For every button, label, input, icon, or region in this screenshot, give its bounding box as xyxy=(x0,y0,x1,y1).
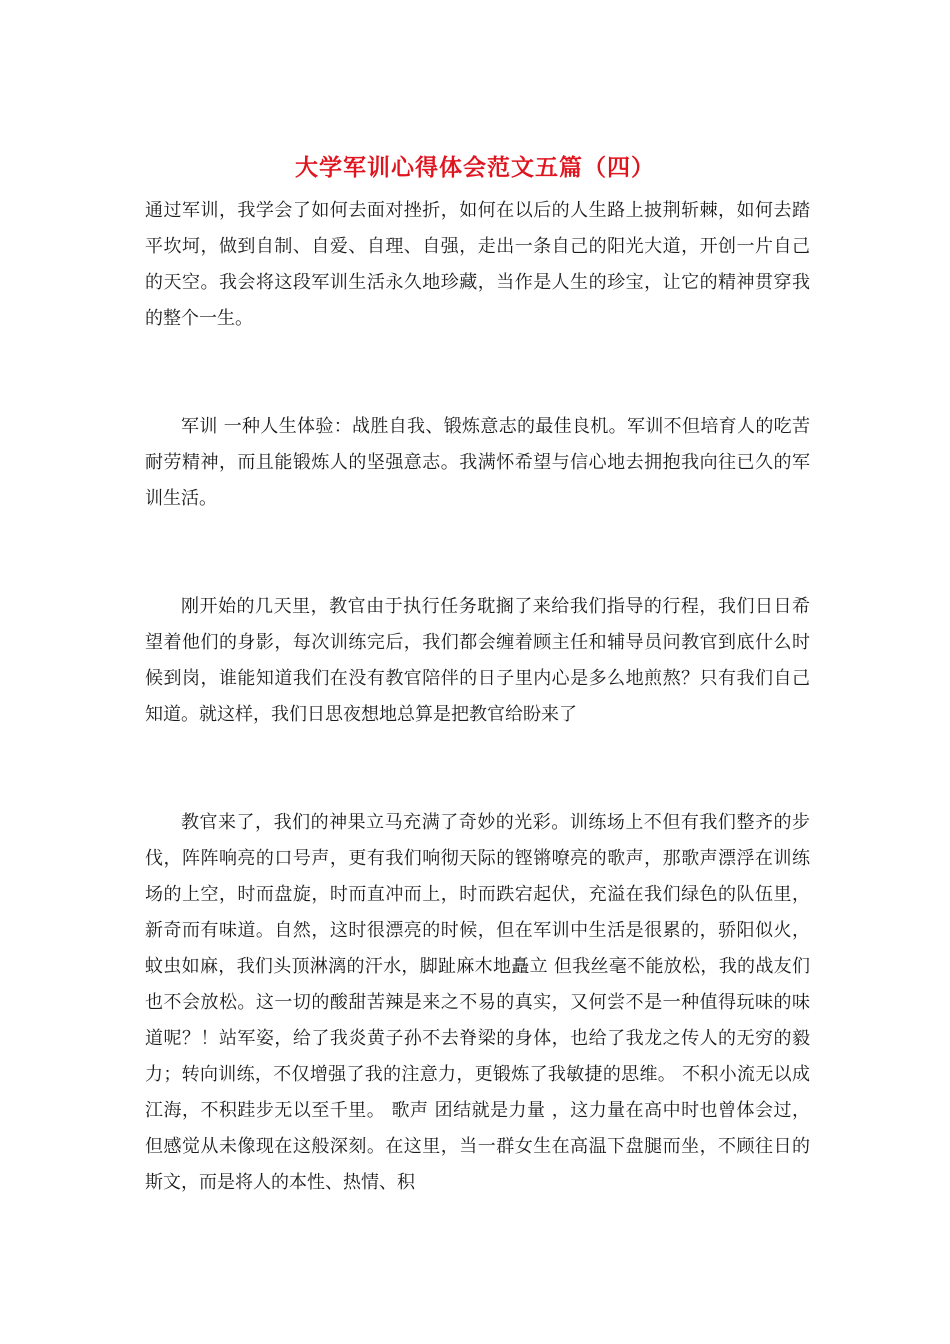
paragraph-gap xyxy=(145,517,810,589)
document-body xyxy=(145,193,810,1201)
paragraph-gap xyxy=(145,337,810,409)
paragraph-2: 军训 一种人生体验：战胜自我、锻炼意志的最佳良机。军训不但培育人的吃苦耐劳精神，而且能锻炼人的坚强意志。我满怀希望与信心地去拥抱我向往已久的军训生活。 xyxy=(145,416,810,509)
paragraph-gap xyxy=(145,733,810,805)
paragraph-3: 刚开始的几天里，教官由于执行任务耽搁了来给我们指导的行程，我们日日希望着他们的身影，每次训练完后，我们都会缠着顾主任和辅导员问教官到底什么时候到岗，谁能知道我们在没有教官陪伴的日子里内心是多么地煎熬？只有我们自己知道。就这样，我们日思夜想地总算是把教官给盼来了 xyxy=(145,596,810,725)
paragraph-4: 教官来了，我们的神果立马充满了奇妙的光彩。训练场上不但有我们整齐的步伐，阵阵响亮的口号声，更有我们响彻天际的铿锵嘹亮的歌声，那歌声漂浮在训练场的上空，时而盘旋，时而直冲而上，时而跌宕起伏，充溢在我们绿色的队伍里，新奇而有味道。自然，这时很漂亮的时候，但在军训中生活是很累的，骄阳似火，蚊虫如麻，我们头顶淋漓的汗水，脚趾麻木地矗立 但我丝毫不能放松，我的战友们也不会放松。这一切的酸甜苦辣是来之不易的真实，又何尝不是一种值得玩味的味道呢？！站军姿，给了我炎黄子孙不去脊梁的身体，也给了我龙之传人的无穷的毅力；转向训练，不仅增强了我的注意力，更锻炼了我敏捷的思维。 不积小流无以成江海，不积跬步无以至千里。 歌声 团结就是力量 ，这力量在高中时也曾体会过，但感觉从未像现在这般深刻。在这里，当一群女生在高温下盘腿而坐，不顾往日的斯文，而是将人的本性、热情、积 xyxy=(145,812,810,1193)
document-title: 大学军训心得体会范文五篇（四） xyxy=(295,154,655,181)
paragraph-1: 通过军训，我学会了如何去面对挫折，如何在以后的人生路上披荆斩棘，如何去踏平坎坷，做到自制、自爱、自理、自强，走出一条自己的阳光大道，开创一片自己的天空。我会将这段军训生活永久地珍藏，当作是人生的珍宝，让它的精神贯穿我的整个一生。 xyxy=(145,200,810,329)
